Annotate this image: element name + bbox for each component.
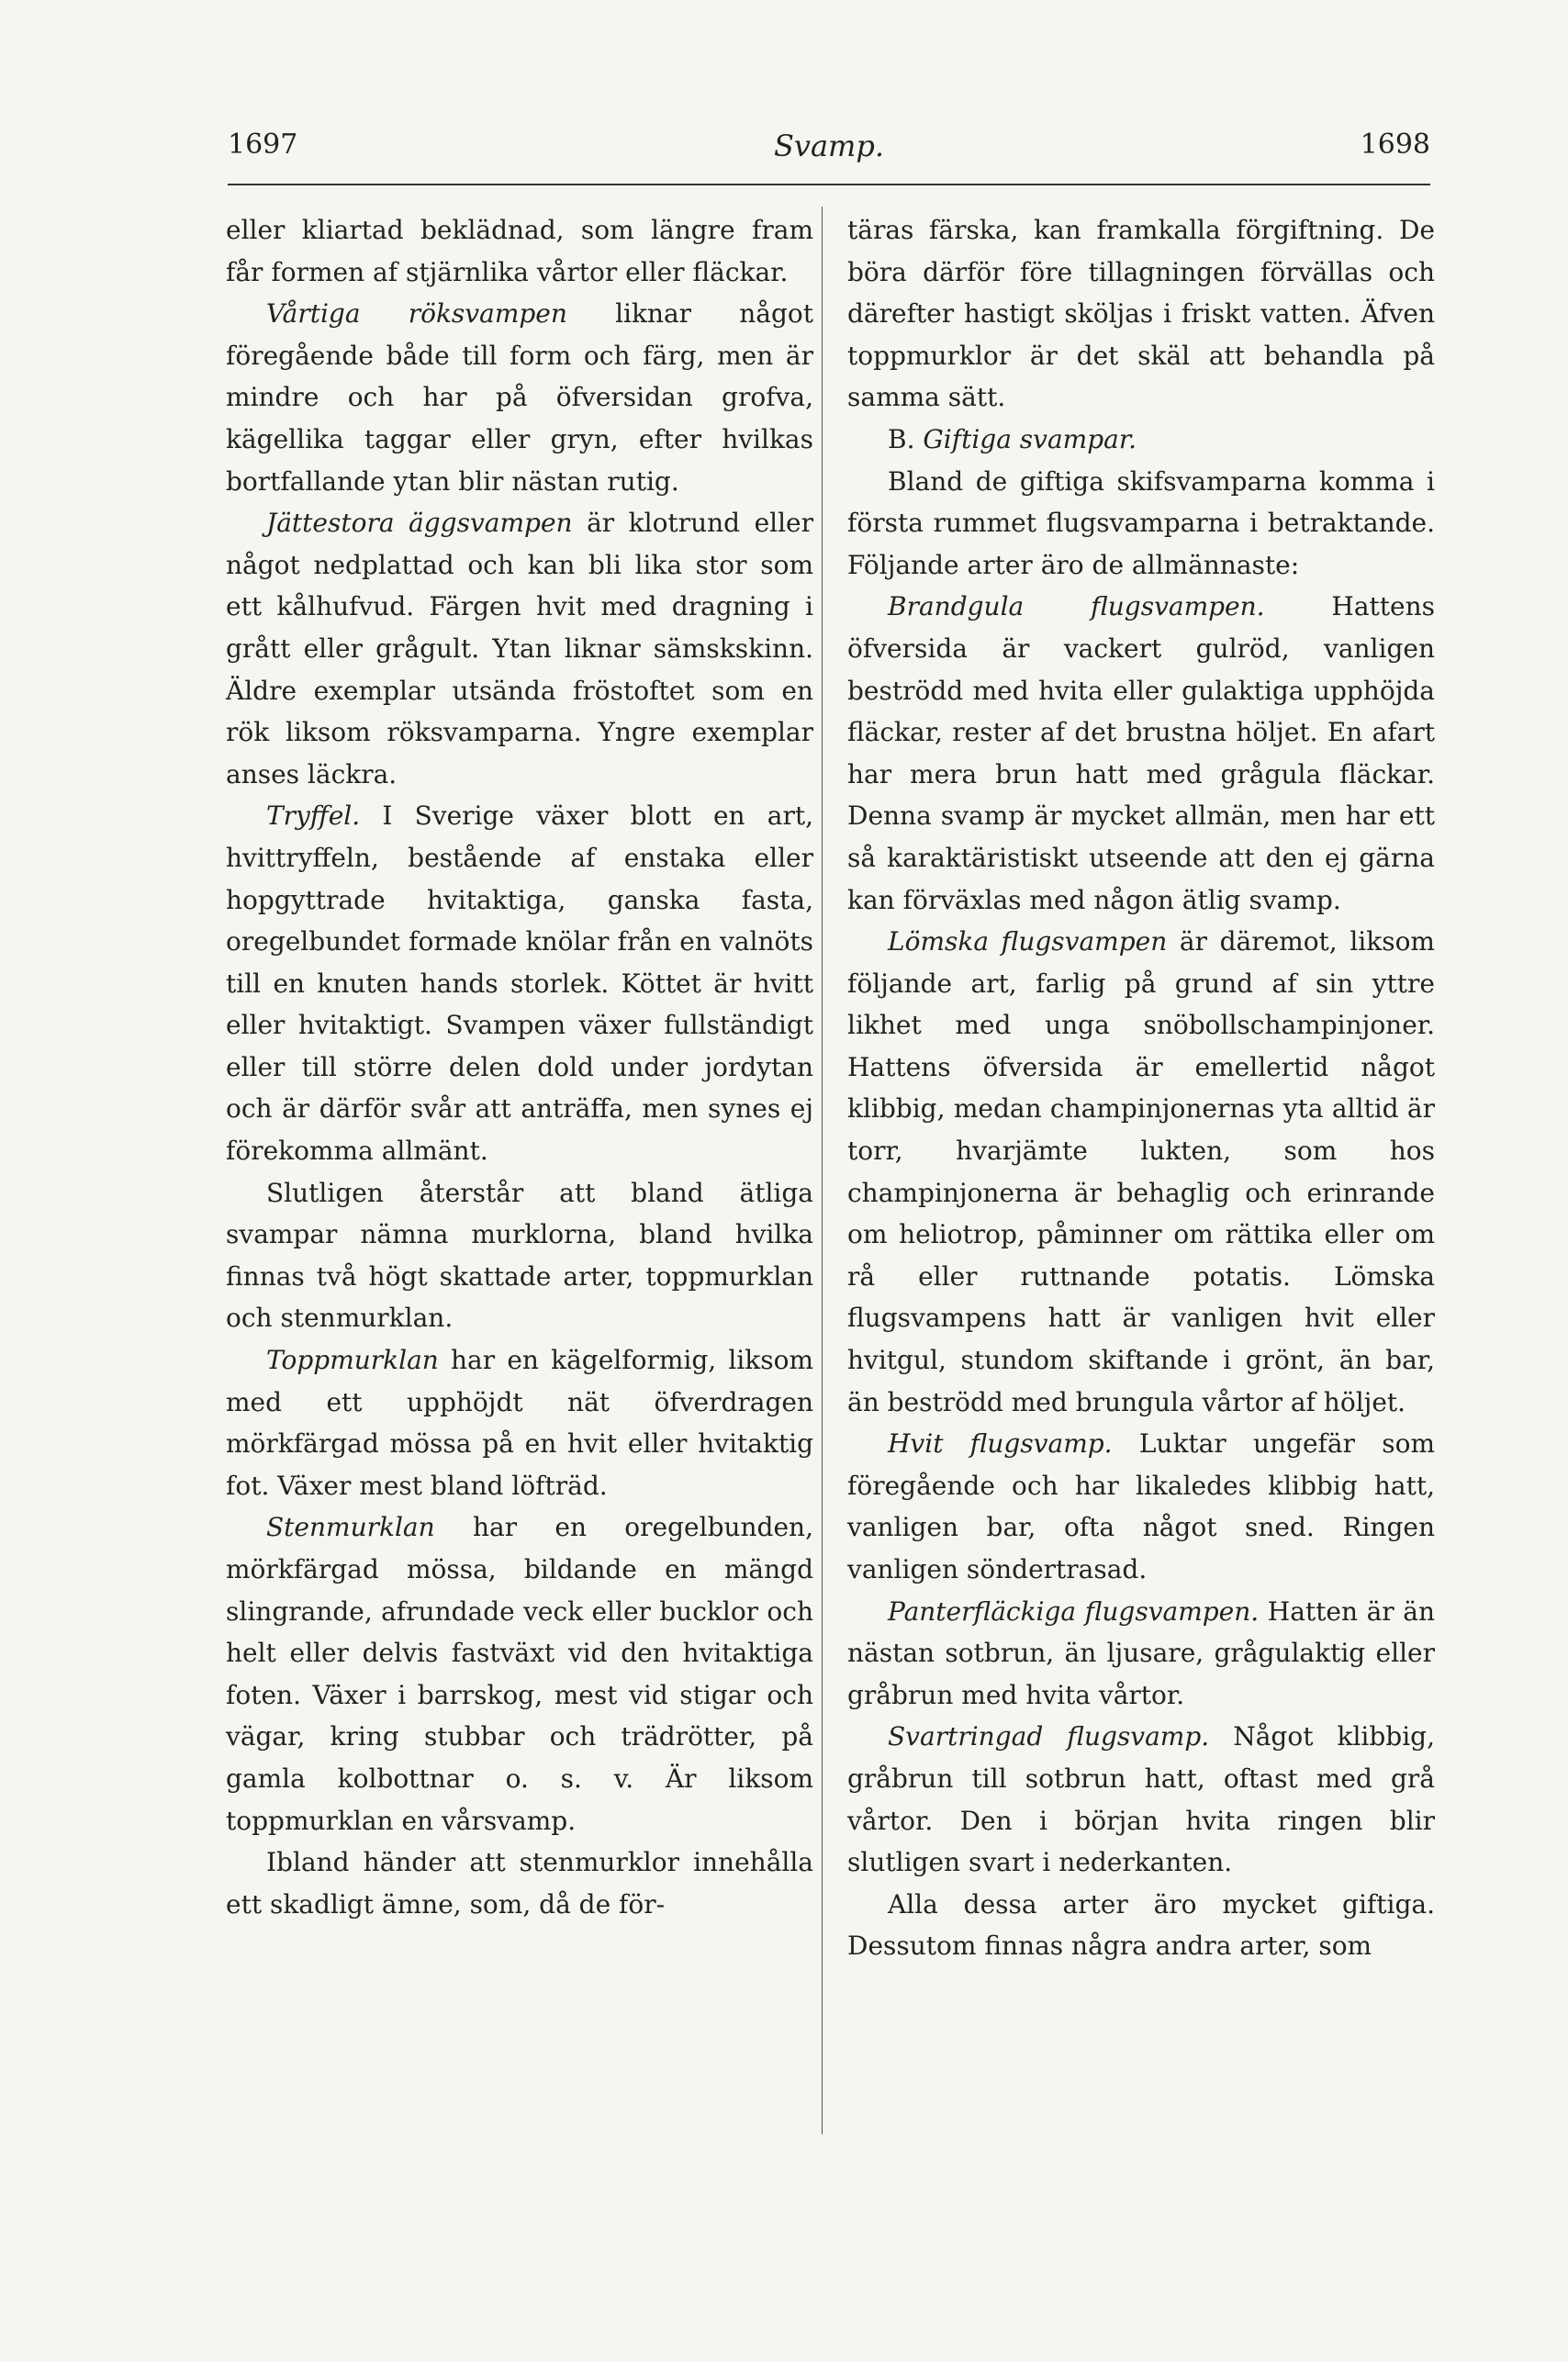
paragraph-lead: Panterfläckiga flugsvampen. xyxy=(888,1595,1260,1627)
paragraph-text: Alla dessa arter äro mycket giftiga. Dessutom finnas några andra arter, som xyxy=(847,1888,1435,1962)
paragraph-text: eller kliartad beklädnad, som längre fram får formen af stjärnlika vårtor eller fläckar. xyxy=(226,215,813,287)
paragraph xyxy=(226,1841,813,1925)
paragraph xyxy=(847,1716,1435,1883)
paragraph xyxy=(226,795,813,1171)
paragraph-text: Luktar ungefär som föregående och har likaledes klibbig hatt, vanligen bar, ofta något sned. Ringen vanligen söndertrasad. xyxy=(847,1428,1436,1584)
paragraph-lead: Toppmurklan xyxy=(266,1345,439,1376)
paragraph-lead: Hvit flugsvamp. xyxy=(888,1428,1113,1460)
paragraph xyxy=(226,502,813,795)
left-column xyxy=(226,209,813,1925)
paragraph-heading: Giftiga svampar. xyxy=(923,423,1137,454)
paragraph-text: B. xyxy=(888,423,924,454)
paragraph-text: täras färska, kan framkalla förgiftning. De böra därför före tillagningen förvällas och därefter hastigt sköljas i friskt vatten. Äfven toppmurklor är det skäl att behandla på samma sätt. xyxy=(847,215,1435,413)
paragraph xyxy=(847,921,1435,1423)
page-number-left: 1697 xyxy=(228,129,298,161)
right-column xyxy=(847,209,1435,1967)
paragraph-text: liknar något föregående både till form och färg, men är mindre och har på öfversidan grofva, kägellika taggar eller gryn, efter hvilkas bortfallande ytan blir nästan rutig. xyxy=(226,298,813,497)
header-rule xyxy=(228,184,1430,185)
paragraph-text: Bland de giftiga skifsvamparna komma i första rummet flugsvamparna i betraktande. Följande arter äro de allmännaste: xyxy=(847,465,1435,580)
paragraph-text: I Sverige växer blott en art, hvittryffeln, bestående af enstaka eller hopgyttrade hvitaktiga, ganska fasta, oregelbundet formade knölar från en valnöts till en knuten hands storlek. Köttet är hvitt eller hvitaktigt. Svampen växer fullständigt eller till större delen dold under jordytan och är därför svår att anträffa, men synes ej förekomma allmänt. xyxy=(226,800,813,1167)
paragraph-lead: Vårtiga röksvampen xyxy=(266,298,567,330)
paragraph xyxy=(847,1884,1435,1967)
paragraph-text: är klotrund eller något nedplattad och kan bli lika stor som ett kålhufvud. Färgen hvit med dragning i grått eller grågult. Ytan liknar sämskskinn. Äldre exemplar utsända fröstoftet som en rök liksom röksvamparna. Yngre exemplar anses läckra. xyxy=(226,508,813,789)
paragraph xyxy=(847,419,1435,461)
paragraph-text: Hattens öfversida är vackert gulröd, vanligen beströdd med hvita eller gulaktiga upphöjda fläckar, rester af det brustna höljet. En afart har mera brun hatt med grågula fläckar. Denna svamp är mycket allmän, men har ett så karaktäristiskt utseende att den ej gärna kan förväxlas med någon ätlig svamp. xyxy=(847,591,1435,915)
paragraph xyxy=(226,1339,813,1506)
page-number-right: 1698 xyxy=(1360,129,1430,161)
paragraph xyxy=(847,461,1435,587)
paragraph xyxy=(226,1506,813,1841)
paragraph-text: Hatten är än nästan sotbrun, än ljusare, grågulaktig eller gråbrun med hvita vårtor. xyxy=(847,1595,1436,1710)
paragraph-lead: Tryffel. xyxy=(266,800,361,832)
paragraph-lead: Jättestora äggsvampen xyxy=(266,508,573,539)
paragraph xyxy=(847,1591,1435,1717)
paragraph xyxy=(226,293,813,502)
running-title: Svamp. xyxy=(773,129,885,163)
paragraph-text: är däremot, liksom följande art, farlig på grund af sin yttre likhet med unga snöbollschampinjoner. Hattens öfversida är emellertid något klibbig, medan champinjonernas yta alltid är torr, hvarjämte lukten, som hos champinjonerna är behaglig och erinrande om heliotrop, påminner om rättika eller om rå eller ruttnande potatis. Lömska flugsvampens hatt är vanligen hvit eller hvitgul, stundom skiftande i grönt, än bar, än beströdd med brungula vårtor af höljet. xyxy=(847,926,1435,1417)
paragraph-lead: Svartringad flugsvamp. xyxy=(888,1721,1210,1752)
paragraph-lead: Stenmurklan xyxy=(266,1512,435,1543)
paragraph xyxy=(226,209,813,293)
paragraph-text: har en kägelformig, liksom med ett upphöjdt nät öfverdragen mörkfärgad mössa på en hvit eller hvitaktig fot. Växer mest bland löfträd. xyxy=(226,1345,813,1501)
paragraph-lead: Brandgula flugsvampen. xyxy=(888,591,1265,622)
paragraph-text: har en oregelbunden, mörkfärgad mössa, bildande en mängd slingrande, afrundade veck eller bucklor och helt eller delvis fastväxt vid den hvitaktiga foten. Växer i barrskog, mest vid stigar och vägar, kring stubbar och trädrötter, på gamla kolbottnar o. s. v. Är liksom toppmurklan en vårsvamp. xyxy=(226,1512,813,1836)
paragraph-lead: Lömska flugsvampen xyxy=(888,926,1168,957)
paragraph xyxy=(226,1172,813,1339)
paragraph-text: Något klibbig, gråbrun till sotbrun hatt, oftast med grå vårtor. Den i början hvita ringen blir slutligen svart i nederkanten. xyxy=(847,1721,1435,1878)
paragraph-text: Ibland händer att stenmurklor innehålla ett skadligt ämne, som, då de för- xyxy=(226,1847,813,1920)
paragraph xyxy=(847,586,1435,921)
paragraph xyxy=(847,1423,1435,1590)
running-header xyxy=(228,129,1430,173)
paragraph-text: Slutligen återstår att bland ätliga svampar nämna murklorna, bland hvilka finnas två högt skattade arter, toppmurklan och stenmurklan. xyxy=(226,1177,813,1334)
column-divider xyxy=(822,207,823,2134)
paragraph xyxy=(847,209,1435,419)
